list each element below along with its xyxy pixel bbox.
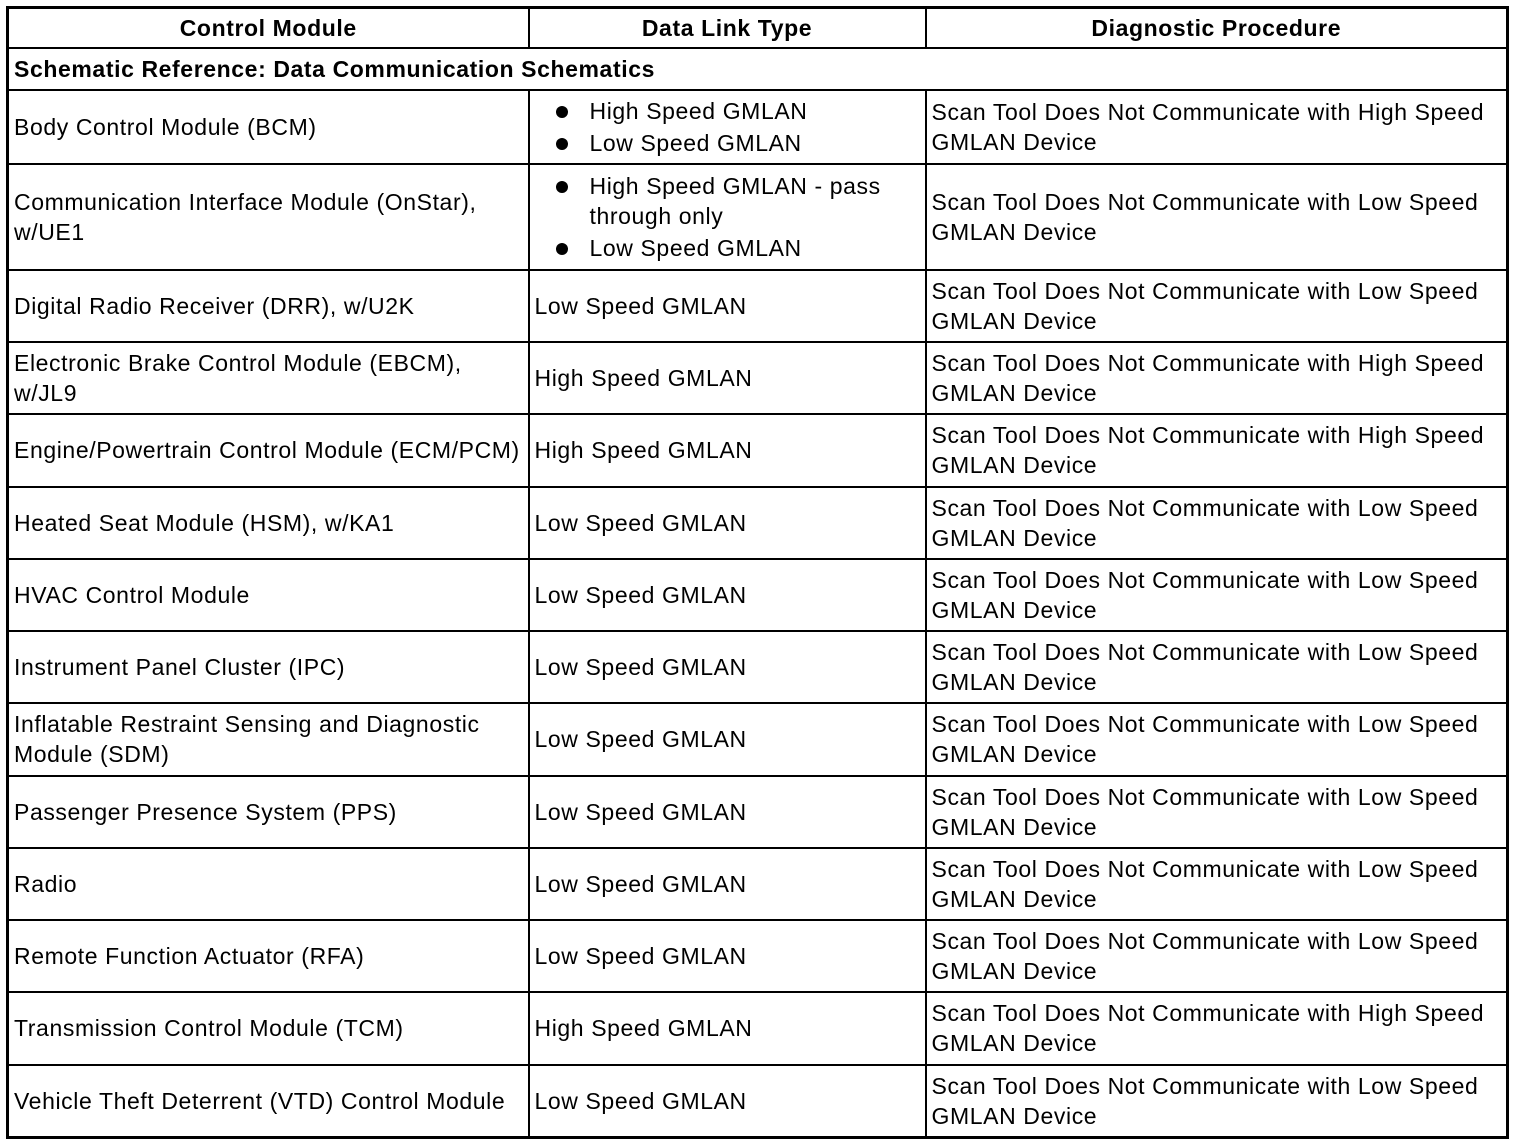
- data-link-list-text: Low Speed GMLAN: [589, 130, 802, 157]
- control-module-cell: Radio: [8, 848, 529, 920]
- table-row: [8, 920, 1508, 992]
- data-link-type-cell: High Speed GMLAN: [529, 992, 926, 1064]
- table-row: [8, 414, 1508, 486]
- control-module-cell: Vehicle Theft Deterrent (VTD) Control Module: [8, 1065, 529, 1138]
- data-link-list-item: [556, 171, 920, 231]
- data-link-list-text: High Speed GMLAN: [589, 98, 808, 125]
- table-row: [8, 270, 1508, 342]
- table-row: [8, 631, 1508, 703]
- data-link-type-cell: Low Speed GMLAN: [529, 631, 926, 703]
- table-row: [8, 1065, 1508, 1138]
- section-row: [8, 48, 1508, 90]
- data-link-type-cell: Low Speed GMLAN: [529, 776, 926, 848]
- data-link-list-item: [556, 233, 920, 263]
- control-module-cell: Inflatable Restraint Sensing and Diagnostic Module (SDM): [8, 703, 529, 775]
- data-link-type-cell: Low Speed GMLAN: [529, 270, 926, 342]
- control-module-cell: Body Control Module (BCM): [8, 90, 529, 164]
- diagnostic-procedure-cell: Scan Tool Does Not Communicate with Low Speed GMLAN Device: [926, 270, 1508, 342]
- table-row: [8, 848, 1508, 920]
- data-link-type-cell: Low Speed GMLAN: [529, 559, 926, 631]
- data-link-type-cell: [529, 164, 926, 269]
- data-link-type-cell: Low Speed GMLAN: [529, 920, 926, 992]
- control-module-cell: Digital Radio Receiver (DRR), w/U2K: [8, 270, 529, 342]
- diagnostic-procedure-cell: Scan Tool Does Not Communicate with High Speed GMLAN Device: [926, 414, 1508, 486]
- data-link-list-text: High Speed GMLAN - pass through only: [589, 173, 881, 230]
- table-row: [8, 487, 1508, 559]
- table-row: [8, 776, 1508, 848]
- table-row: [8, 164, 1508, 269]
- diagnostic-procedure-cell: Scan Tool Does Not Communicate with Low Speed GMLAN Device: [926, 920, 1508, 992]
- table-row: [8, 342, 1508, 414]
- diagnostic-procedure-cell: Scan Tool Does Not Communicate with Low Speed GMLAN Device: [926, 1065, 1508, 1138]
- bullet-icon: [556, 106, 568, 118]
- data-link-type-cell: High Speed GMLAN: [529, 342, 926, 414]
- control-module-cell: Electronic Brake Control Module (EBCM), w/JL9: [8, 342, 529, 414]
- data-link-list-text: Low Speed GMLAN: [589, 235, 802, 262]
- bullet-icon: [556, 181, 568, 193]
- diagnostic-procedure-cell: Scan Tool Does Not Communicate with Low Speed GMLAN Device: [926, 559, 1508, 631]
- diagnostic-procedure-cell: Scan Tool Does Not Communicate with High Speed GMLAN Device: [926, 992, 1508, 1064]
- diagnostic-procedure-cell: Scan Tool Does Not Communicate with Low Speed GMLAN Device: [926, 776, 1508, 848]
- data-link-list: [535, 96, 920, 158]
- header-control-module: Control Module: [8, 8, 529, 49]
- data-link-type-cell: [529, 90, 926, 164]
- data-link-list-item: [556, 128, 920, 158]
- diagnostic-procedure-cell: Scan Tool Does Not Communicate with Low Speed GMLAN Device: [926, 631, 1508, 703]
- table-row: [8, 992, 1508, 1064]
- control-module-cell: Instrument Panel Cluster (IPC): [8, 631, 529, 703]
- data-link-list: [535, 171, 920, 263]
- data-link-type-cell: Low Speed GMLAN: [529, 1065, 926, 1138]
- control-module-cell: Remote Function Actuator (RFA): [8, 920, 529, 992]
- diagnostic-procedure-cell: Scan Tool Does Not Communicate with High Speed GMLAN Device: [926, 342, 1508, 414]
- header-row: [8, 8, 1508, 49]
- diagnostic-procedure-cell: Scan Tool Does Not Communicate with Low Speed GMLAN Device: [926, 848, 1508, 920]
- bullet-icon: [556, 138, 568, 150]
- diagnostic-procedure-cell: Scan Tool Does Not Communicate with High Speed GMLAN Device: [926, 90, 1508, 164]
- diagnostic-procedure-cell: Scan Tool Does Not Communicate with Low Speed GMLAN Device: [926, 487, 1508, 559]
- data-link-type-cell: Low Speed GMLAN: [529, 848, 926, 920]
- data-link-type-cell: Low Speed GMLAN: [529, 703, 926, 775]
- diagnostic-procedure-cell: Scan Tool Does Not Communicate with Low Speed GMLAN Device: [926, 703, 1508, 775]
- data-link-type-cell: Low Speed GMLAN: [529, 487, 926, 559]
- control-module-cell: Heated Seat Module (HSM), w/KA1: [8, 487, 529, 559]
- header-diagnostic-procedure: Diagnostic Procedure: [926, 8, 1508, 49]
- table-row: [8, 703, 1508, 775]
- data-link-list-item: [556, 96, 920, 126]
- table-row: [8, 559, 1508, 631]
- control-module-cell: Engine/Powertrain Control Module (ECM/PCM): [8, 414, 529, 486]
- data-link-type-cell: High Speed GMLAN: [529, 414, 926, 486]
- control-module-cell: Transmission Control Module (TCM): [8, 992, 529, 1064]
- control-module-cell: Passenger Presence System (PPS): [8, 776, 529, 848]
- header-data-link-type: Data Link Type: [529, 8, 926, 49]
- table-row: [8, 90, 1508, 164]
- data-link-table: [6, 6, 1509, 1139]
- section-title: Schematic Reference: Data Communication Schematics: [8, 48, 1508, 90]
- control-module-cell: Communication Interface Module (OnStar), w/UE1: [8, 164, 529, 269]
- diagnostic-procedure-cell: Scan Tool Does Not Communicate with Low Speed GMLAN Device: [926, 164, 1508, 269]
- control-module-cell: HVAC Control Module: [8, 559, 529, 631]
- bullet-icon: [556, 243, 568, 255]
